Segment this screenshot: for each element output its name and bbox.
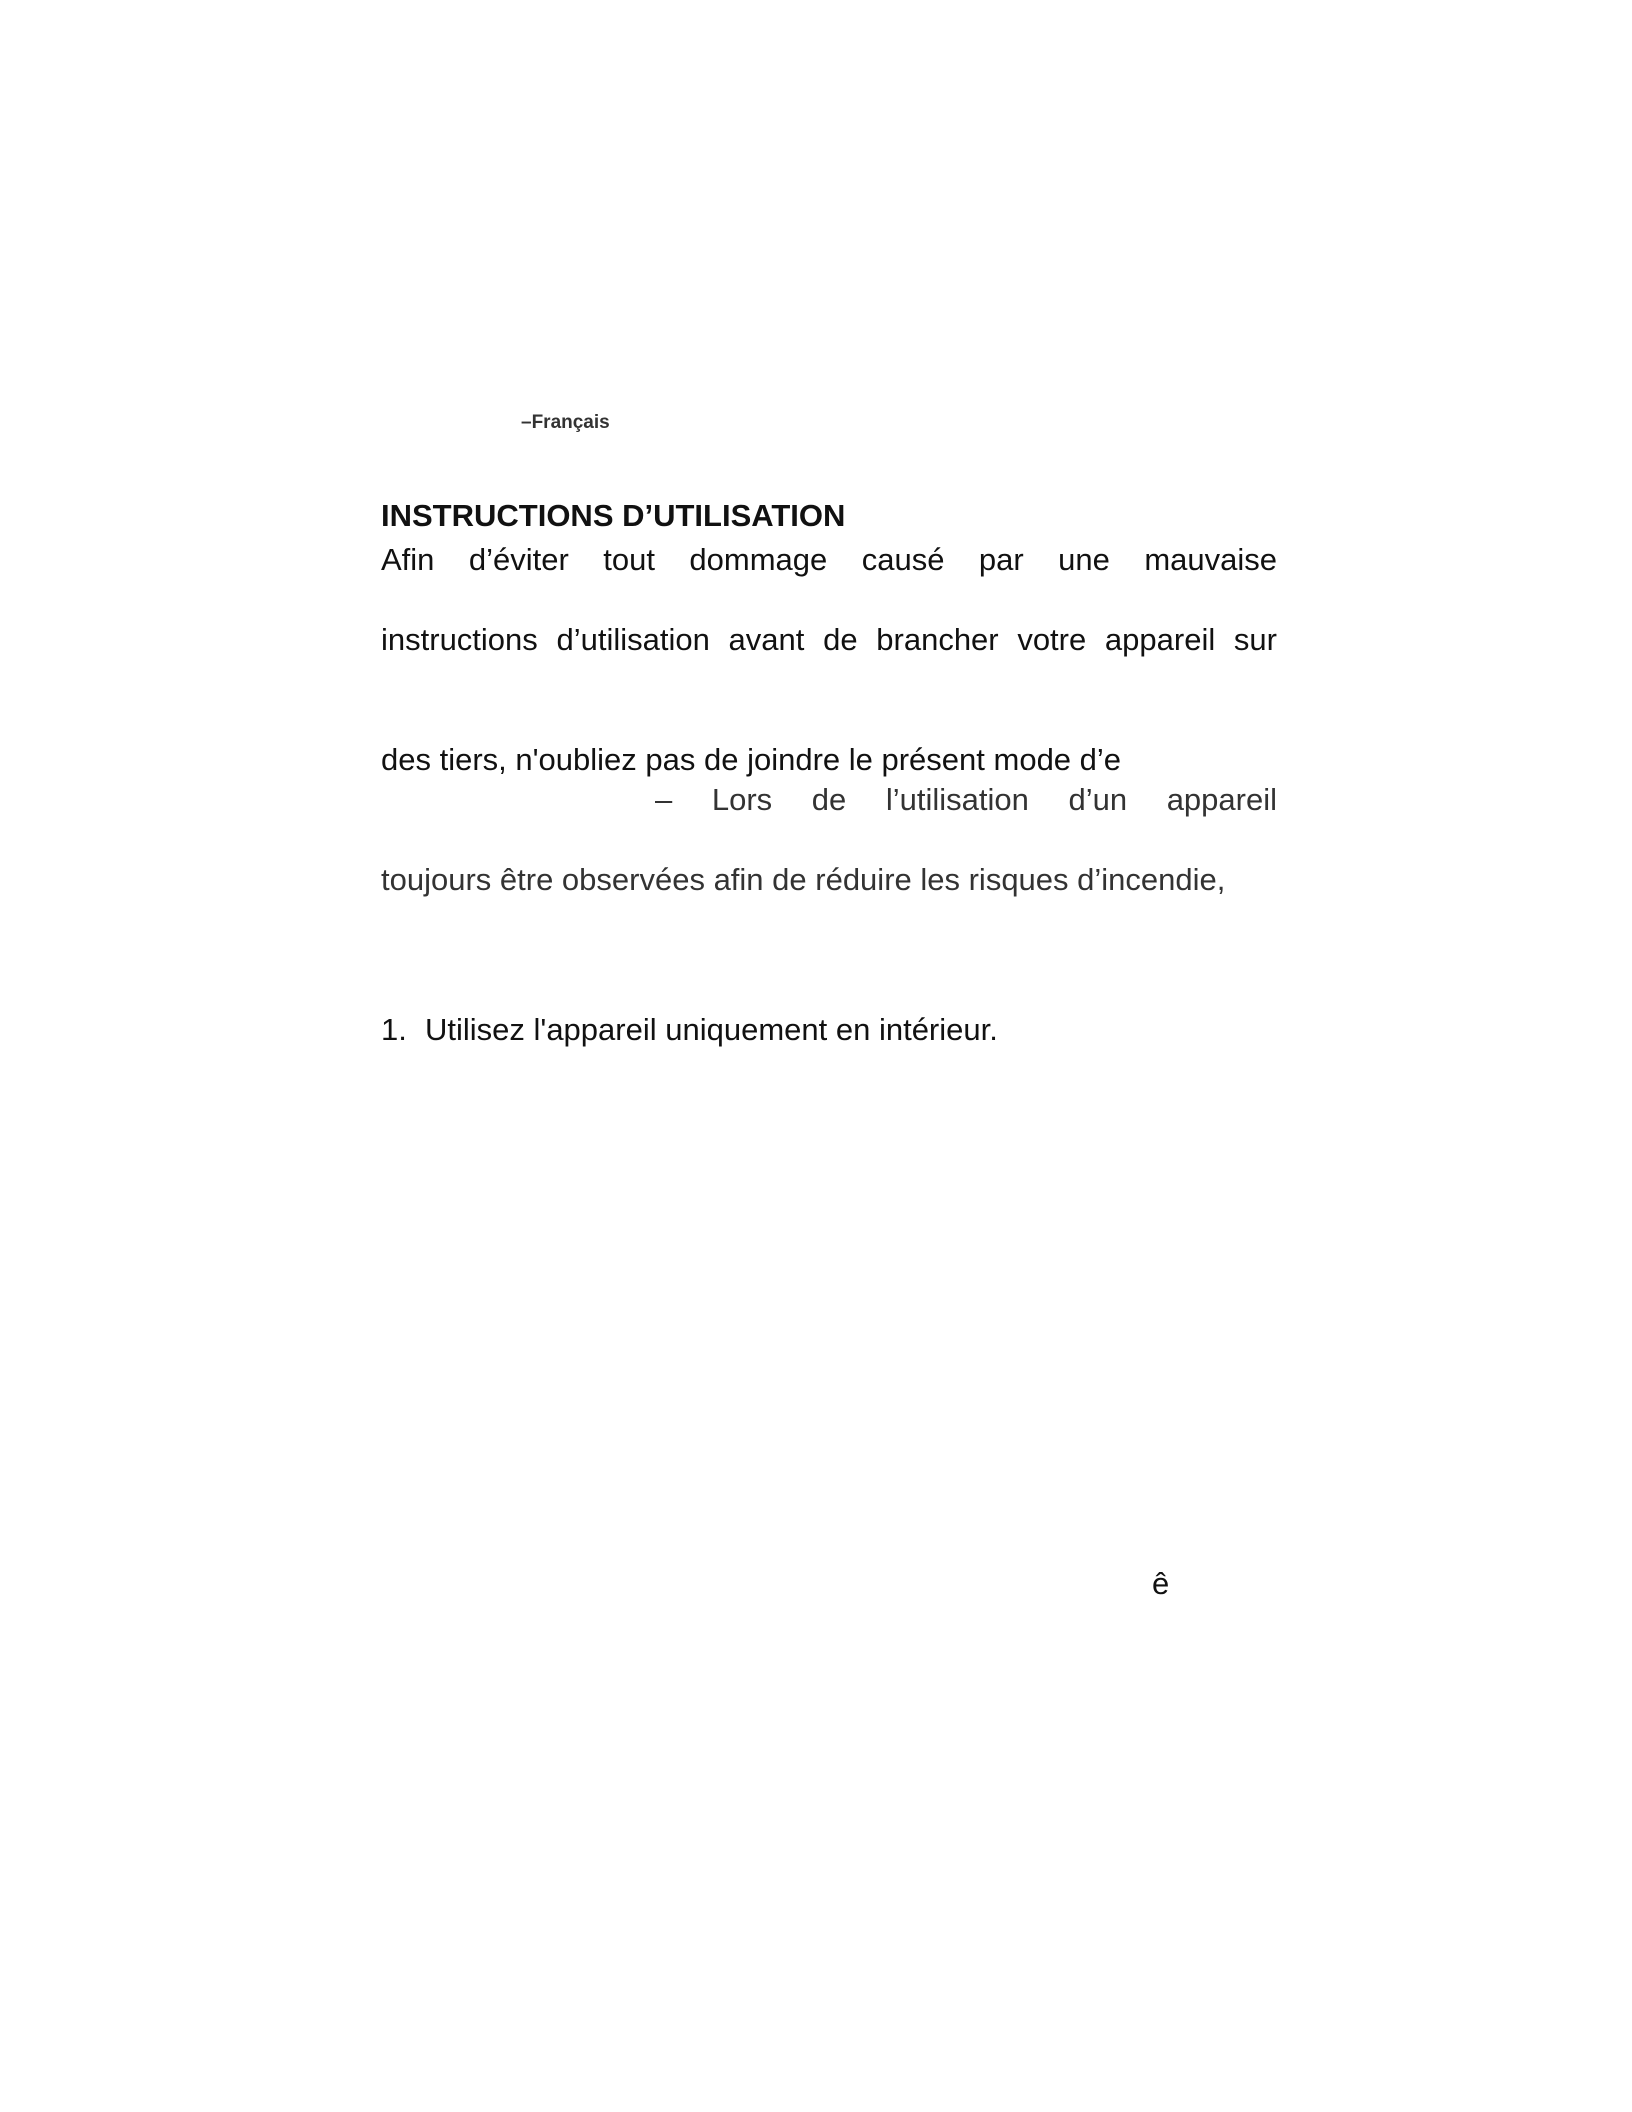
stray-character: ê: [1152, 1566, 1170, 1601]
paragraph-line-2: instructions d’utilisation avant de brancher votre appareil sur: [381, 622, 1277, 657]
list-item-text: Utilisez l'appareil uniquement en intérieur.: [425, 1012, 998, 1047]
paragraph-line-1: Afin d’éviter tout dommage causé par une mauvaise: [381, 542, 1277, 577]
paragraph-line-4: – Lors de l’utilisation d’un appareil: [655, 782, 1277, 817]
paragraph-line-5: toujours être observées afin de réduire les risques d’incendie,: [381, 862, 1226, 897]
language-label: –Français: [521, 412, 610, 433]
list-item-number: 1.: [381, 1012, 407, 1047]
paragraph-line-3: des tiers, n'oubliez pas de joindre le présent mode d’e: [381, 742, 1122, 777]
list-item: [381, 1012, 998, 1048]
section-heading: INSTRUCTIONS D’UTILISATION: [381, 498, 846, 533]
